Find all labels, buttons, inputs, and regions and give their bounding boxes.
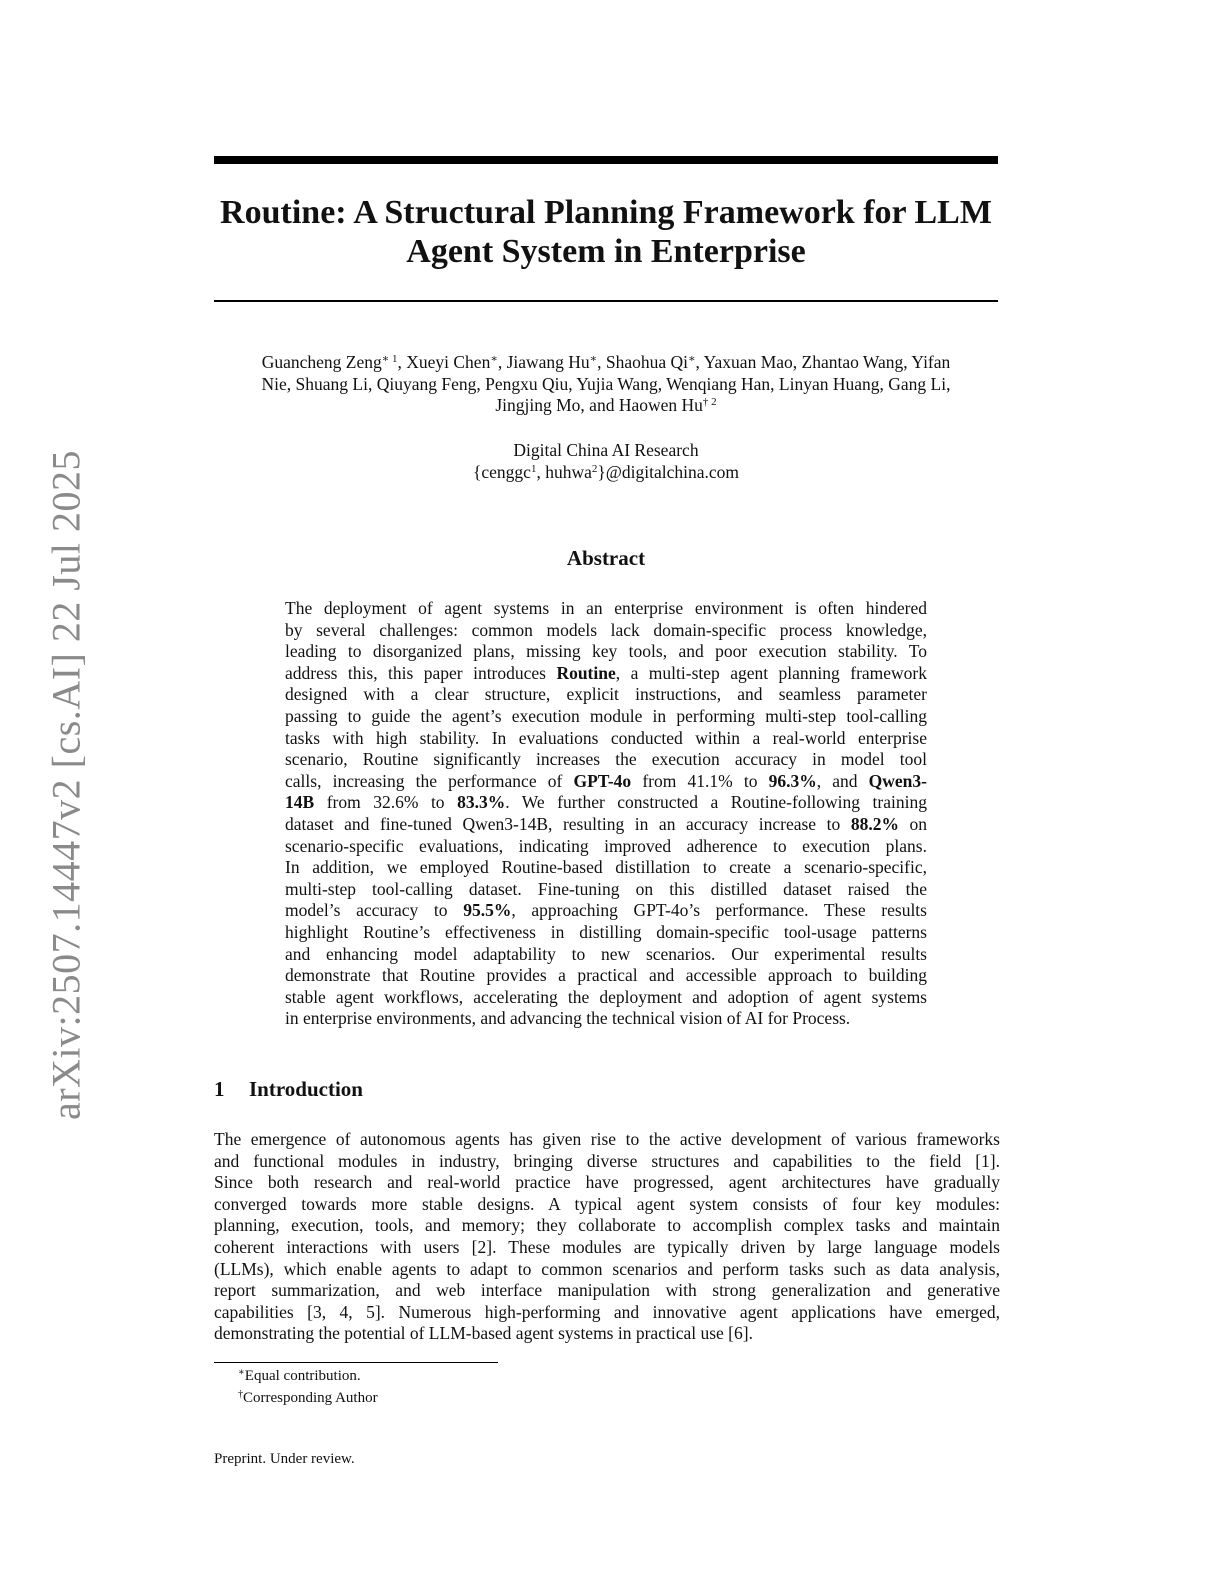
abstract-text — [285, 598, 927, 1030]
affiliation-block — [214, 440, 998, 483]
introduction-line: planning, execution, tools, and memory; they collaborate to accomplish complex tasks and maintain — [214, 1215, 1000, 1236]
abstract-line: designed with a clear structure, explicit instructions, and seamless parameter — [285, 684, 927, 705]
author-list — [214, 352, 998, 417]
arxiv-identifier-stamp: arXiv:2507.14447v2 [cs.AI] 22 Jul 2025 — [43, 449, 89, 1121]
introduction-line: (LLMs), which enable agents to adapt to common scenarios and perform tasks such as data analysis, — [214, 1258, 1000, 1279]
introduction-line: converged towards more stable designs. A typical agent system consists of four key modules: — [214, 1193, 1000, 1214]
abstract-line: model’s accuracy to 95.5%, approaching GPT-4o’s performance. These results — [285, 900, 927, 921]
abstract-line: and enhancing model adaptability to new scenarios. Our experimental results — [285, 943, 927, 964]
section-number: 1 — [214, 1077, 225, 1101]
preprint-note: Preprint. Under review. — [214, 1451, 355, 1467]
abstract-line: leading to disorganized plans, missing key tools, and poor execution stability. To — [285, 641, 927, 662]
author-line-2: Nie, Shuang Li, Qiuyang Feng, Pengxu Qiu, Yujia Wang, Wenqiang Han, Linyan Huang, Gang Li, — [261, 373, 951, 394]
author-line-1: Guancheng Zeng$^{∗ 1}$, Xueyi Chen∗, Jiawang Hu∗, Shaohua Qi∗, Yaxuan Mao, Zhantao Wang, Yifan — [261, 352, 951, 372]
title-top-rule — [214, 156, 998, 164]
author-emails: {cenggc$^1$, huhwa$^2$}@digitalchina.com — [473, 461, 739, 482]
abstract-line: in enterprise environments, and advancing the technical vision of AI for Process. — [285, 1008, 851, 1029]
abstract-line: stable agent workflows, accelerating the deployment and adoption of agent systems — [285, 986, 927, 1007]
abstract-heading: Abstract — [566, 546, 646, 570]
abstract-line: highlight Routine’s effectiveness in distilling domain-specific tool-usage patterns — [285, 921, 927, 942]
abstract-line: scenario-specific evaluations, indicating improved adherence to execution plans. — [285, 835, 927, 856]
author-line-3: Jingjing Mo, and Haowen Hu$^{\dagger 2}$ — [495, 395, 717, 415]
introduction-paragraph — [214, 1129, 1000, 1345]
abstract-line: scenario, Routine significantly increases the execution accuracy in model tool — [285, 749, 927, 770]
abstract-line: by several challenges: common models lack domain-specific process knowledge, — [285, 619, 927, 640]
footnote-divider — [214, 1362, 498, 1363]
footnote-corresponding-author: †Corresponding Author — [238, 1389, 378, 1406]
abstract-line: tasks with high stability. In evaluations conducted within a real-world enterprise — [285, 727, 927, 748]
institution-name: Digital China AI Research — [513, 440, 699, 460]
title-bottom-rule — [214, 300, 998, 302]
introduction-line: and functional modules in industry, bringing diverse structures and capabilities to the field [1]. — [214, 1150, 1000, 1171]
abstract-line: demonstrate that Routine provides a practical and accessible approach to building — [285, 965, 927, 986]
title-line-2: Agent System in Enterprise — [406, 233, 806, 270]
abstract-line: passing to guide the agent’s execution module in performing multi-step tool-calling — [285, 705, 927, 726]
footnote-equal-contribution: ∗Equal contribution. — [238, 1367, 361, 1384]
title-line-1: Routine: A Structural Planning Framework for LLM — [220, 194, 992, 231]
introduction-line: demonstrating the potential of LLM-based agent systems in practical use [6]. — [214, 1323, 753, 1344]
abstract-line: address this, this paper introduces Routine, a multi-step agent planning framework — [285, 662, 928, 683]
abstract-line: multi-step tool-calling dataset. Fine-tuning on this distilled dataset raised the — [285, 878, 927, 899]
introduction-line: capabilities [3, 4, 5]. Numerous high-performing and innovative agent applications have emerged, — [214, 1301, 1000, 1322]
abstract-line: The deployment of agent systems in an enterprise environment is often hindered — [285, 598, 927, 618]
section-title: Introduction — [249, 1077, 363, 1101]
introduction-line: report summarization, and web interface manipulation with strong generalization and generative — [214, 1280, 1000, 1301]
abstract-line: dataset and fine-tuned Qwen3-14B, resulting in an accuracy increase to 88.2% on — [285, 813, 928, 834]
introduction-line: Since both research and real-world practice have progressed, agent architectures have gradually — [214, 1172, 1000, 1193]
introduction-line: The emergence of autonomous agents has given rise to the active development of various frameworks — [214, 1129, 1000, 1149]
introduction-line: coherent interactions with users [2]. These modules are typically driven by large language models — [214, 1236, 1000, 1257]
abstract-line: 14B from 32.6% to 83.3%. We further constructed a Routine-following training — [285, 792, 927, 813]
introduction-heading — [214, 1076, 363, 1102]
abstract-line: calls, increasing the performance of GPT-4o from 41.1% to 96.3%, and Qwen3- — [285, 770, 927, 791]
abstract-line: In addition, we employed Routine-based distillation to create a scenario-specific, — [285, 857, 927, 878]
paper-title — [214, 193, 998, 271]
